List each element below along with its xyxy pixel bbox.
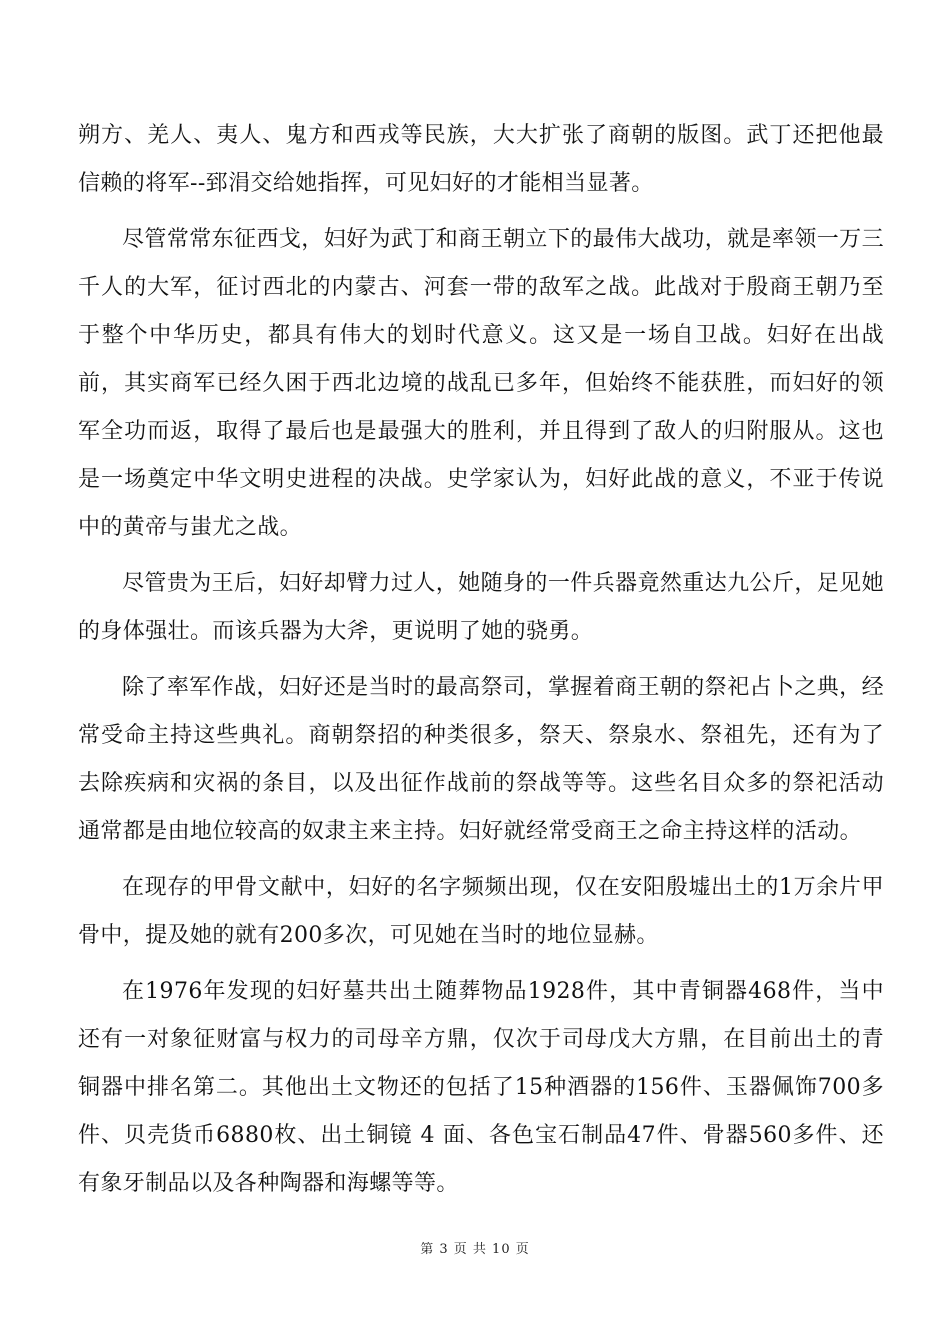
paragraph-6: 在1976年发现的妇好墓共出土随葬物品1928件，其中青铜器468件，当中还有一对象征财富与权力的司母辛方鼎，仅次于司母戊大方鼎，在目前出土的青铜器中排名第二。其他出土文物还的包括了15种酒器的156件、玉器佩饰700多件、贝壳货币6880枚、出土铜镜 4 面、各色宝石制品47件、骨器560多件、还有象牙制品以及各种陶器和海螺等等。 xyxy=(78,979,884,1196)
page-number-footer: 第 3 页 共 10 页 xyxy=(420,1242,530,1257)
paragraph-1: 朔方、羌人、夷人、鬼方和西戎等民族，大大扩张了商朝的版图。武丁还把他最信赖的将军--郅涓交给她指挥，可见妇好的才能相当显著。 xyxy=(78,123,884,196)
paragraph-2: 尽管常常东征西戈，妇好为武丁和商王朝立下的最伟大战功，就是率领一万三千人的大军，征讨西北的内蒙古、河套一带的敌军之战。此战对于殷商王朝乃至于整个中华历史，都具有伟大的划时代意义。这又是一场自卫战。妇好在出战前，其实商军已经久困于西北边境的战乱已多年，但始终不能获胜，而妇好的领军全功而返，取得了最后也是最强大的胜利，并且得到了敌人的归附服从。这也是一场奠定中华文明史进程的决战。史学家认为，妇好此战的意义，不亚于传说中的黄帝与蚩尤之战。 xyxy=(78,227,884,540)
document-body xyxy=(78,112,884,1216)
paragraph-5: 在现存的甲骨文献中，妇好的名字频频出现，仅在安阳殷墟出土的1万余片甲骨中，提及她的就有200多次，可见她在当时的地位显赫。 xyxy=(78,875,884,948)
paragraph-4: 除了率军作战，妇好还是当时的最高祭司，掌握着商王朝的祭祀占卜之典，经常受命主持这些典礼。商朝祭招的种类很多，祭天、祭泉水、祭祖先，还有为了去除疾病和灾祸的条目，以及出征作战前的祭战等等。这些名目众多的祭祀活动通常都是由地位较高的奴隶主来主持。妇好就经常受商王之命主持这样的活动。 xyxy=(78,675,884,844)
paragraph-3: 尽管贵为王后，妇好却臂力过人，她随身的一件兵器竟然重达九公斤，足见她的身体强壮。而该兵器为大斧，更说明了她的骁勇。 xyxy=(78,571,884,644)
